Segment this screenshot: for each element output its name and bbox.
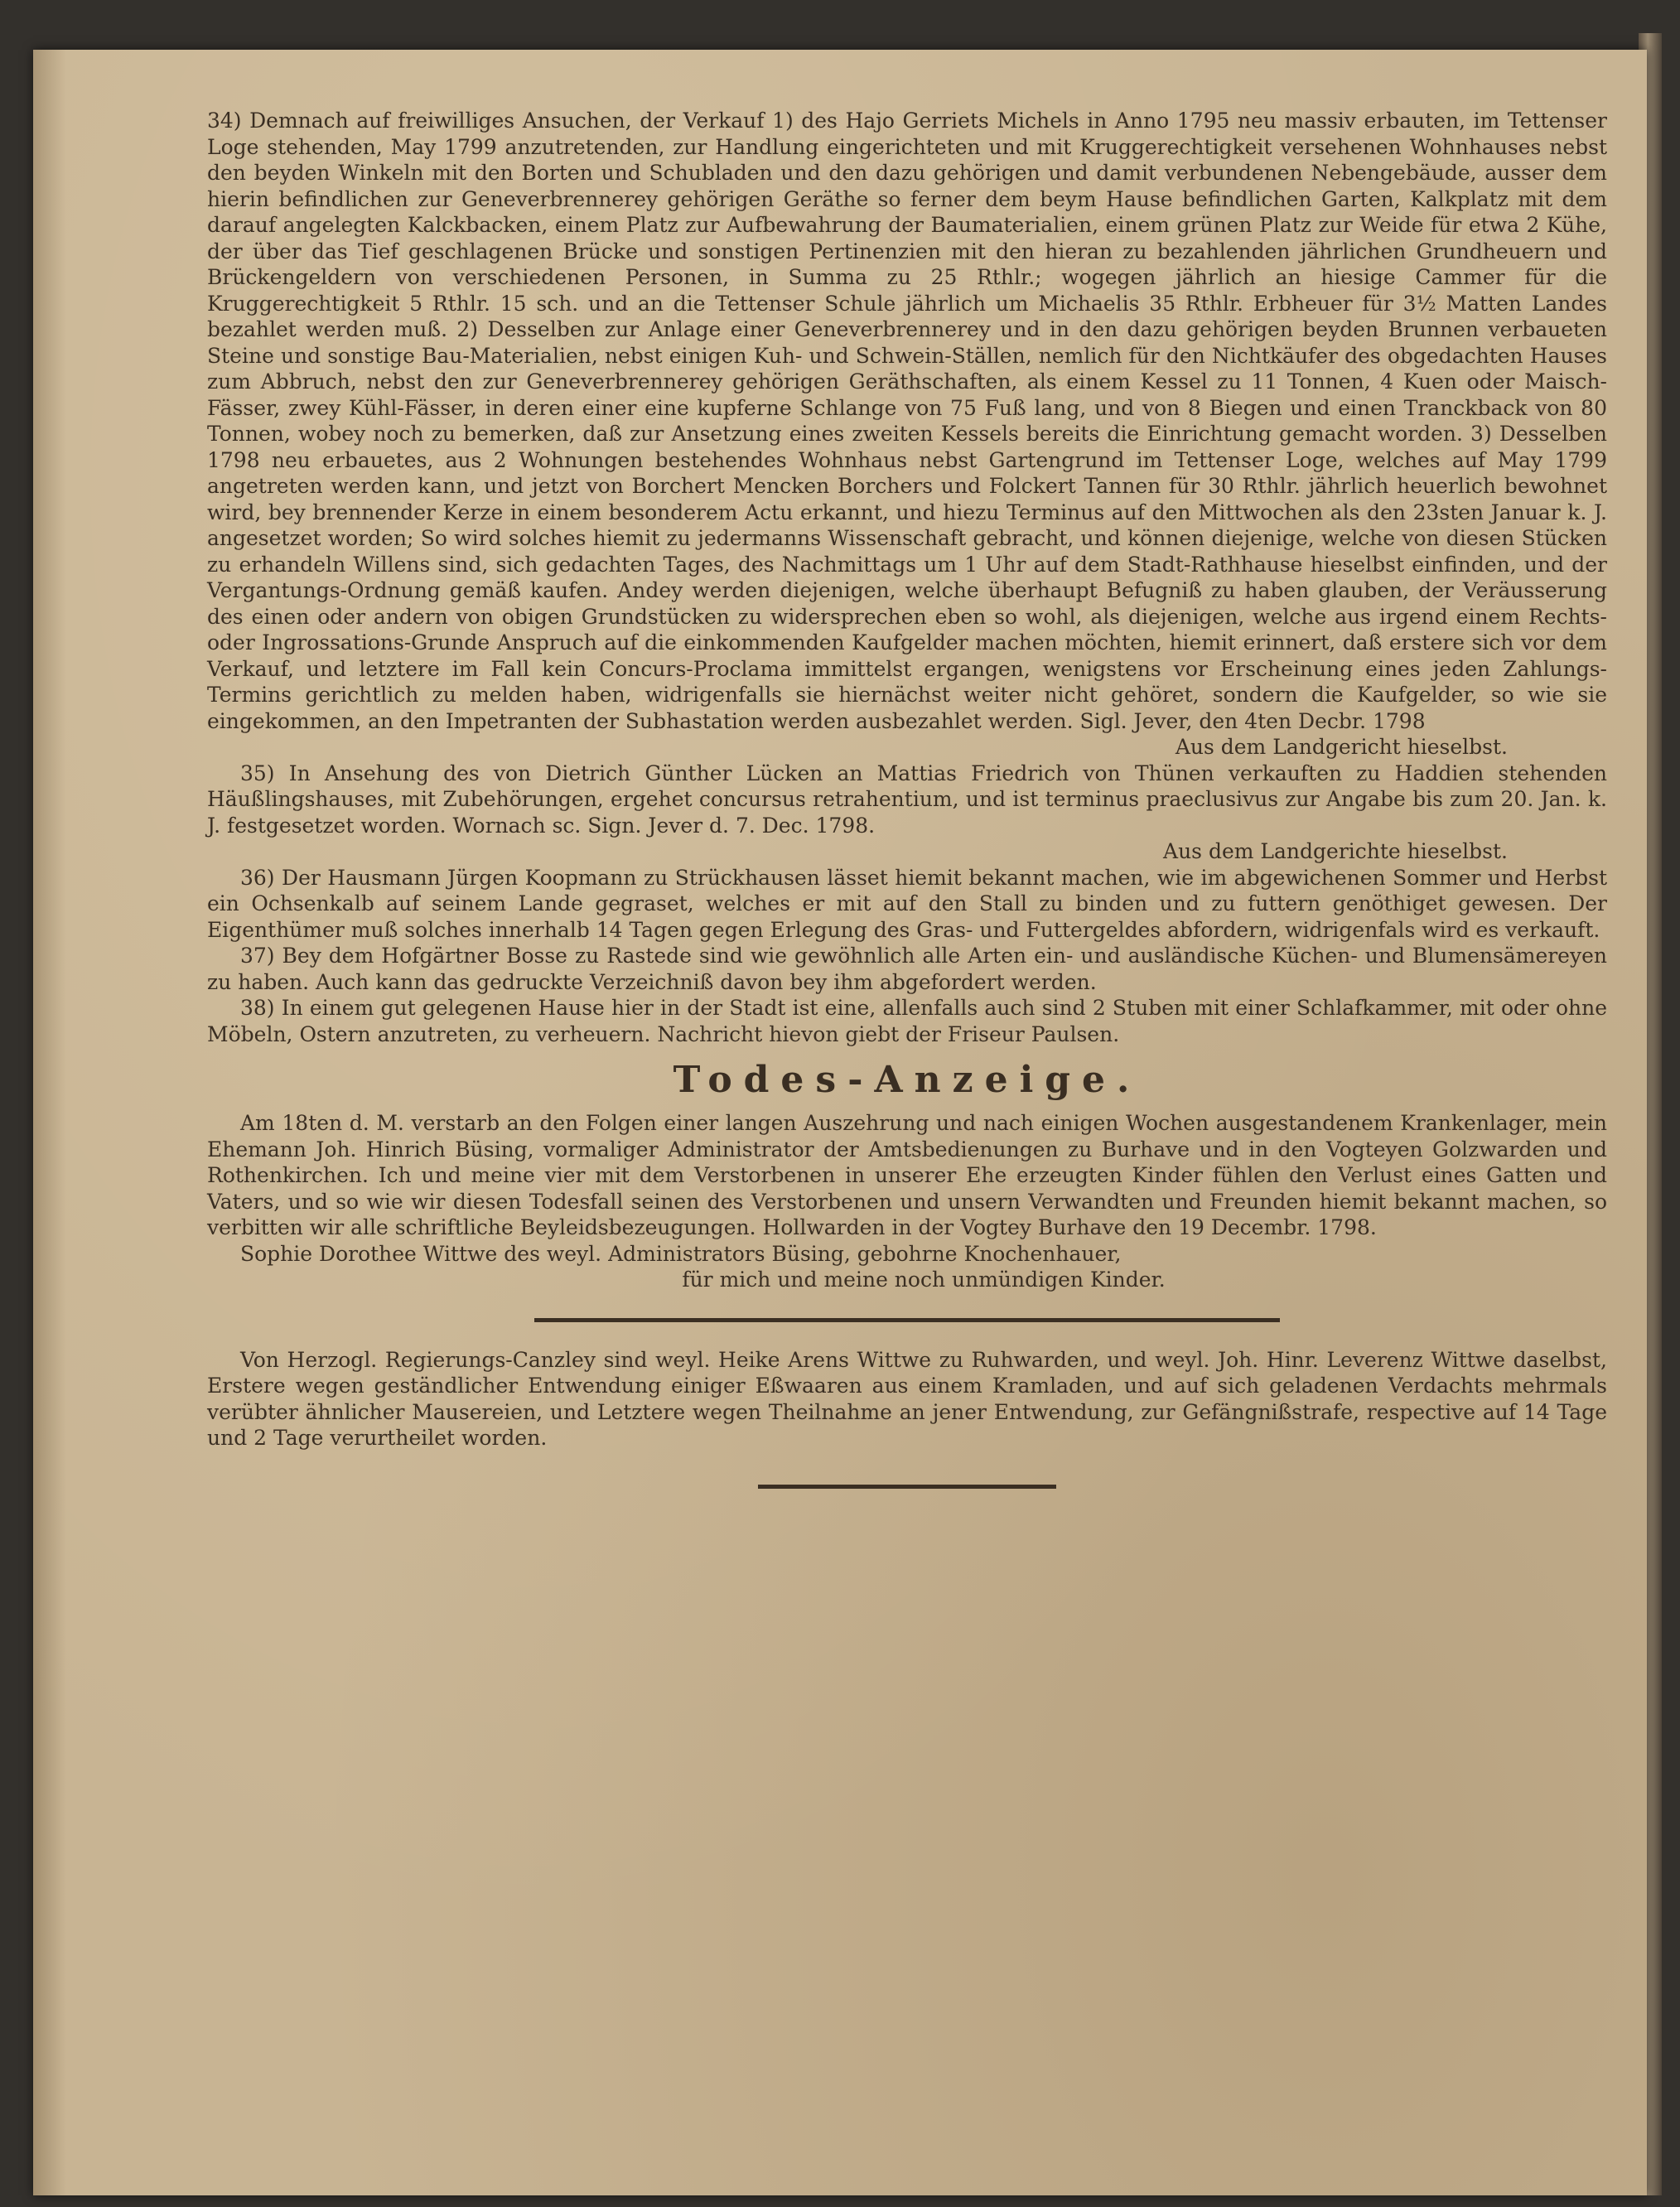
notice-38: 38) In einem gut gelegenen Hause hier in der Stadt ist eine, allenfalls auch sind 2 Stuben mit einer Schlafkammer, mit oder ohne Möbeln, Ostern anzutreten, zu verheuern. Nachricht hievon giebt der Friseur Paulsen. bbox=[207, 996, 1607, 1046]
end-rule bbox=[758, 1485, 1056, 1489]
death-notice-heading: Todes-Anzeige. bbox=[673, 1059, 1142, 1101]
notice-34-signature: Aus dem Landgericht hieselbst. bbox=[1175, 735, 1508, 759]
chancery-notice: Von Herzogl. Regierungs-Canzley sind weyl. Heike Arens Wittwe zu Ruhwarden, und weyl. Joh. Hinr. Leverenz Wittwe daselbst, Erstere wegen geständlicher Entwendung einiger Eßwaaren aus einem Kramladen, und auf sich geladenen Verdachts mehrmals verübter ähnlicher Mausereien, und Letztere wegen Theilnahme an jener Entwendung, zur Gefängnißstrafe, respective auf 14 Tage und 2 Tage verurtheilet worden. bbox=[207, 1347, 1607, 1450]
notice-34: 34) Demnach auf freiwilliges Ansuchen, der Verkauf 1) des Hajo Gerriets Michels in Anno 1795 neu massiv erbauten, im Tettenser Loge stehenden, May 1799 anzutretenden, zur Handlung eingerichteten und mit Kruggerechtigkeit versehenen Wohnhauses nebst den beyden Winkeln mit den Borten und Schubladen und den dazu gehörigen und damit verbundenen Nebengebäude, ausser dem hierin befindlichen zur Geneverbrennerey gehörigen Geräthe so ferner dem beym Hause befindlichen Garten, Kalkplatz mit dem darauf angelegten Kalckbacken, einem Platz zur Aufbewahrung der Baumaterialien, einem grünen Platz zur Weide für etwa 2 Kühe, der über das Tief geschlagenen Brücke und sonstigen Pertinenzien mit den hieran zu bezahlenden jährlichen Grundheuern und Brückengeldern von verschiedenen Personen, in Summa zu 25 Rthlr.; wogegen jährlich an hiesige Cammer für die Kruggerechtigkeit 5 Rthlr. 15 sch. und an die Tettenser Schule jährlich um Michaelis 35 Rthlr. Erbheuer für 3½ Matten Landes bezahlet werden muß. 2) Desselben zur Anlage einer Geneverbrennerey und in den dazu gehörigen beyden Brunnen verbaueten Steine und sonstige Bau-Materialien, nebst einigen Kuh- und Schwein-Ställen, nemlich für den Nichtkäufer des obgedachten Hauses zum Abbruch, nebst den zur Geneverbrennerey gehörigen Geräthschaften, als einem Kessel zu 11 Tonnen, 4 Kuen oder Maisch-Fässer, zwey Kühl-Fässer, in deren einer eine kupferne Schlange von 75 Fuß lang, und von 8 Biegen und einen Tranckback von 80 Tonnen, wobey noch zu bemerken, daß zur Ansetzung eines zweiten Kessels bereits die Einrichtung gemacht worden. 3) Desselben 1798 neu erbauetes, aus 2 Wohnungen bestehendes Wohnhaus nebst Gartengrund im Tettenser Loge, welches auf May 1799 angetreten werden kann, und jetzt von Borchert Mencken Borchers und Folckert Tannen für 30 Rthlr. jährlich heuerlich bewohnet wird, bey brennender Kerze in einem besonderem Actu erkannt, und hiezu Terminus auf den Mittwochen als den 23sten Januar k. J. angesetzet worden; So wird solches hiemit zu jedermanns Wissenschaft gebracht, und können diejenige, welche von diesen Stücken zu erhandeln Willens sind, sich gedachten Tages, des Nachmittags um 1 Uhr auf dem Stadt-Rathhause hieselbst einfinden, und der Vergantungs-Ordnung gemäß kaufen. Andey werden diejenigen, welche überhaupt Befugniß zu haben glauben, der Veräusserung des einen oder andern von obigen Grundstücken zu widersprechen eben so wohl, als diejenigen, welche aus irgend einem Rechts- oder Ingrossations-Grunde Anspruch auf die einkommenden Kaufgelder machen möchten, hiemit erinnert, daß erstere sich vor dem Verkauf, und letztere im Fall kein Concurs-Proclama immittelst ergangen, wenigstens vor Erscheinung eines jeden Zahlungs-Termins gerichtlich zu melden haben, widrigenfalls sie hiernächst weiter nicht gehöret, sondern die Kaufgelder, so wie sie eingekommen, an den Impetranten der Subhastation werden ausbezahlet werden. Sigl. Jever, den 4ten Decbr. 1798 bbox=[207, 109, 1607, 733]
death-notice-signature-1: Sophie Dorothee Wittwe des weyl. Administrators Büsing, gebohrne Knochenhauer, bbox=[240, 1241, 1122, 1266]
notice-37: 37) Bey dem Hofgärtner Bosse zu Rastede sind wie gewöhnlich alle Arten ein- und ausländische Küchen- und Blumensämereyen zu haben. Auch kann das gedruckte Verzeichniß davon bey ihm abgefordert werden. bbox=[207, 944, 1607, 994]
death-notice-signature-2: für mich und meine noch unmündigen Kinder. bbox=[682, 1268, 1166, 1292]
notice-35: 35) In Ansehung des von Dietrich Günther Lücken an Mattias Friedrich von Thünen verkauften zu Haddien stehenden Häußlingshauses, mit Zubehörungen, ergehet concursus retrahentium, und ist terminus praeclusivus zur Angabe bis zum 20. Jan. k. J. festgesetzet worden. Wornach sc. Sign. Jever d. 7. Dec. 1798. bbox=[207, 761, 1607, 838]
notice-35-signature: Aus dem Landgerichte hieselbst. bbox=[1163, 839, 1508, 863]
notice-36: 36) Der Hausmann Jürgen Koopmann zu Strückhausen lässet hiemit bekannt machen, wie im abgewichenen Sommer und Herbst ein Ochsenkalb auf seinem Lande gegraset, welches er mit auf den Stall zu binden und zu futtern genöthiget gewesen. Der Eigenthümer muß solches innerhalb 14 Tagen gegen Erlegung des Gras- und Futtergeldes abfordern, widrigenfals wird es verkauft. bbox=[207, 865, 1607, 942]
death-notice-text: Am 18ten d. M. verstarb an den Folgen einer langen Auszehrung und nach einigen Wochen ausgestandenem Krankenlager, mein Ehemann Joh. Hinrich Büsing, vormaliger Administrator der Amtsbedienungen zu Burhave und in den Vogteyen Golzwarden und Rothenkirchen. Ich und meine vier mit dem Verstorbenen in unserer Ehe erzeugten Kinder fühlen den Verlust eines Gatten und Vaters, und so wie wir diesen Todesfall seinen des Verstorbenen und unsern Verwandten und Freunden hiemit bekannt machen, so verbitten wir alle schriftliche Beyleidsbezeugungen. Hollwarden in der Vogtey Burhave den 19 Decembr. 1798. bbox=[207, 1111, 1607, 1239]
page-text bbox=[207, 108, 1607, 1514]
divider-rule bbox=[534, 1318, 1280, 1322]
